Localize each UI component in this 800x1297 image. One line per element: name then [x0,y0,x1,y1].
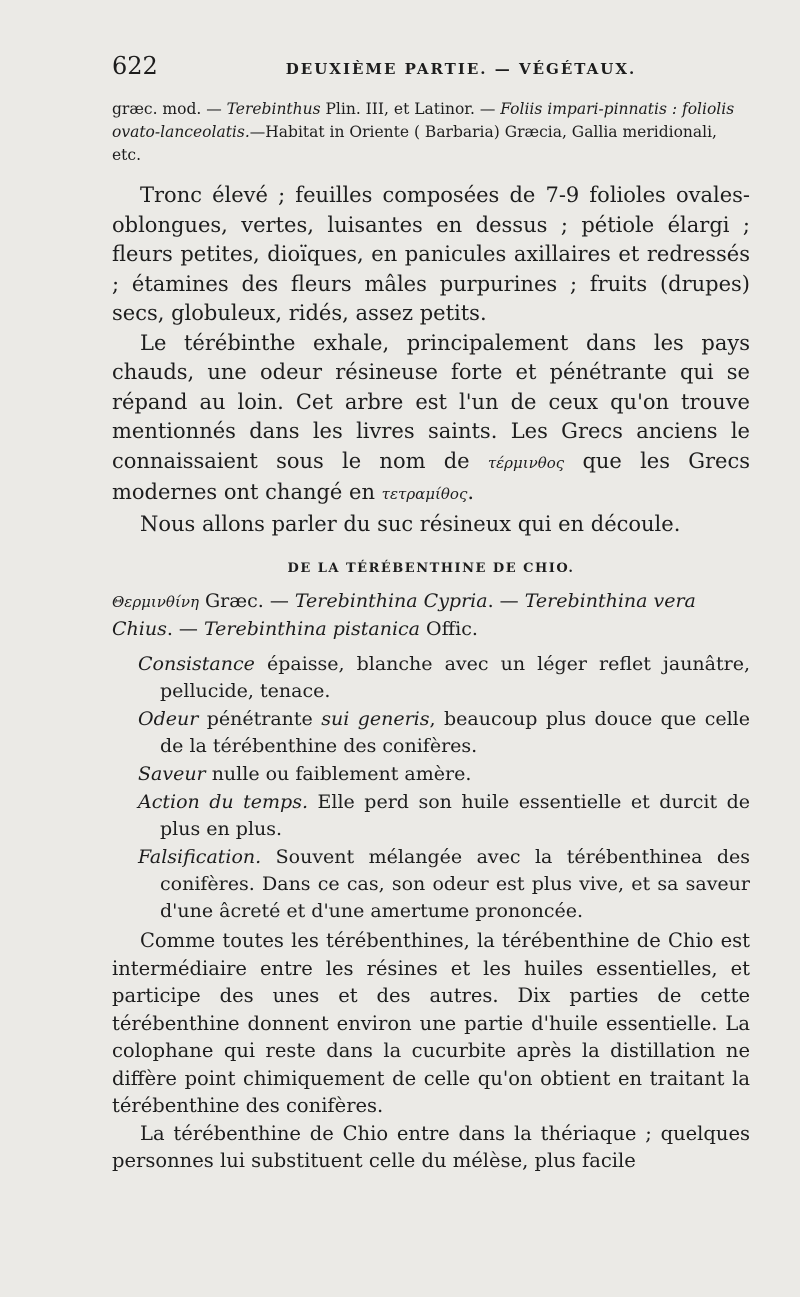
botanical-description: Tronc élevé ; feuilles composées de 7-9 folioles ovales-oblongues, vertes, luisantes en dessus ; pétiole élargi ; fleurs petites, dioïques, en panicules axillaires et redressés ; étamines des fleurs mâles purpurines ; fruits (drupes) secs, globuleux, ridés, assez petits. [112,183,750,325]
greek-modern-name: τετραμίθος [381,485,468,503]
property-consistance [112,651,750,705]
section-text2: . — [487,590,525,612]
section-greek-name: Θερμινθίνη [112,593,199,611]
properties-list [112,651,750,925]
synonyms-prefix: græc. mod. — [112,100,227,118]
section-text4: Offic. [420,618,478,640]
property-latin: sui generis [321,708,430,730]
greek-ancient-name: τέρμινθος [487,453,565,472]
property-action-du-temps [112,789,750,843]
running-title: DEUXIÈME PARTIE. — VÉGÉTAUX. [285,60,637,78]
property-term: Odeur [138,708,199,730]
property-text: Elle perd son huile essentielle et durcit de plus en plus. [160,791,750,840]
section-text3: . — [166,618,204,640]
page-number: 622 [112,52,158,80]
history-paragraph [112,329,750,510]
transition-paragraph: Nous allons parler du suc résineux qui en découle. [140,511,681,536]
synonyms-habitat: —Habitat in Oriente ( Barbaria) Græcia, Gallia meridionali, etc. [112,123,717,164]
running-head [112,52,750,86]
synonyms-paragraph [112,98,750,167]
synonyms-name: Terebinthus [226,100,321,118]
property-text: épaisse, blanche avec un léger reflet jaunâtre, pellucide, tenace. [160,653,750,702]
section-text1: Græc. — [198,590,295,612]
synonyms-description: Foliis impari-pinnatis : foliolis ovato-lanceolatis. [112,100,735,141]
section-latin-2: Terebinthina vera Chius [112,590,696,640]
history-text2: que les Grecs modernes ont changé en [112,448,750,504]
usage-paragraph: La térébenthine de Chio entre dans la thériaque ; quelques personnes lui substituent celle du mélèse, plus facile [112,1121,750,1172]
section-latin-1: Terebinthina Cypria [294,590,488,612]
synonyms-text1: Plin. III, et Latinor. — [320,100,501,118]
property-text: nulle ou faiblement amère. [205,763,472,785]
section-latin-3: Terebinthina pistanica [203,618,421,640]
chemistry-paragraph: Comme toutes les térébenthines, la térébenthine de Chio est intermédiaire entre les résines et les huiles essentielles, et participe des unes et des autres. Dix parties de cette térébenthine donnent environ une partie d'huile essentielle. La colophane qui reste dans la cucurbite après la distillation ne diffère point chimiquement de celle qu'on obtient en traitant la térébenthine des conifères. [112,929,750,1117]
property-text: , beaucoup plus douce que celle de la térébenthine des conifères. [160,708,750,757]
history-text1: Le térébinthe exhale, principalement dans les pays chauds, une odeur résineuse forte et pénétrante qui se répand au loin. Cet arbre est l'un de ceux qu'on trouve mentionnés dans les livres saints. Les Grecs anciens le connaissaient sous le nom de [112,330,750,473]
property-odeur [112,706,750,760]
property-term: Action du temps. [138,791,309,813]
property-saveur [112,761,750,788]
property-term: Consistance [138,653,255,675]
property-term: Falsification. [138,846,262,868]
property-text: pénétrante [198,708,322,730]
property-falsification [112,844,750,925]
section-heading: DE LA TÉRÉBENTHINE DE CHIO. [287,561,575,576]
history-text3: . [467,480,475,504]
section-synonyms [112,588,750,643]
property-term: Saveur [138,763,206,785]
property-text: Souvent mélangée avec la térébenthinea des conifères. Dans ce cas, son odeur est plus vive, et sa saveur d'une âcreté et d'une amertume prononcée. [160,846,750,922]
